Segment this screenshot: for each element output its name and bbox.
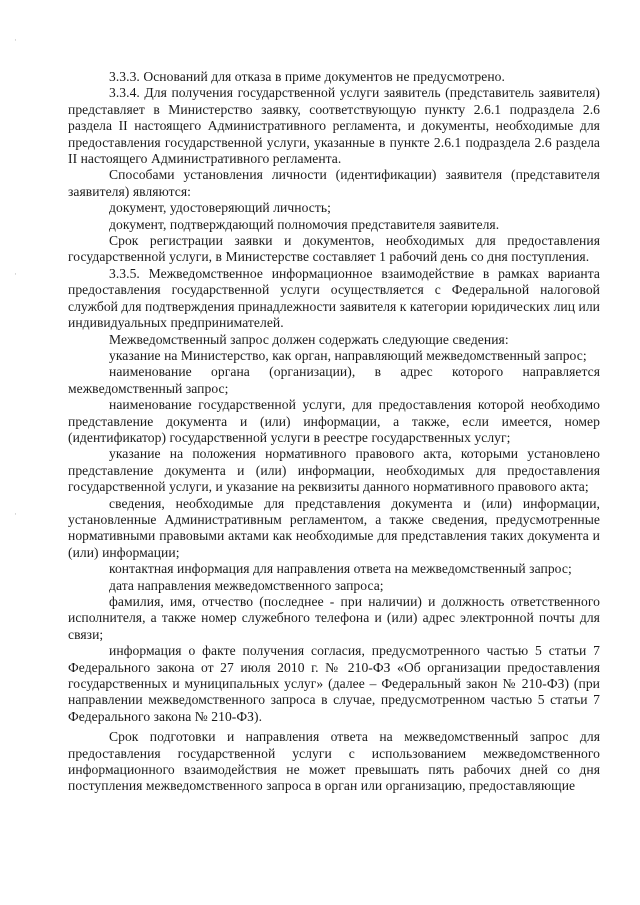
scan-margin-mark: · — [14, 36, 17, 46]
list-item-service-name: наименование государственной услуги, для предоставления которой необходимо представление документа и (или) информации, а также, если имеется, номер (идентификатор) государственной услуги в реестре государственных услуг; — [68, 397, 600, 445]
paragraph-registration-term: Срок регистрации заявки и документов, необходимых для предоставления государственной услуги, в Министерстве составляет 1 рабочий день со дня поступления. — [68, 233, 600, 265]
list-item-consent: информация о факте получения согласия, предусмотренного частью 5 статьи 7 Федерального закона от 27 июля 2010 г. № 210-ФЗ «Об организации предоставления государственных и муниципальных услуг» (далее – Федеральный закон № 210-ФЗ) (при направлении межведомственного запроса в случае, предусмотренном частью 5 статьи 7 Федерального закона № 210-ФЗ). — [68, 643, 600, 724]
paragraph-3-3-5: 3.3.5. Межведомственное информационное взаимодействие в рамках варианта предоставления государственной услуги осуществляется с Федеральной налоговой службой для подтверждения принадлежности заявителя к категории юридических лиц или индивидуальных предпринимателей. — [68, 265, 600, 331]
list-item-executor: фамилия, имя, отчество (последнее - при наличии) и должность ответственного исполнителя, а также номер служебного телефона и (или) адрес электронной почты для связи; — [68, 594, 600, 642]
paragraph-3-3-4: 3.3.4. Для получения государственной услуги заявитель (представитель заявителя) представляет в Министерство заявку, соответствующую пункту 2.6.1 подраздела 2.6 раздела II настоящего Административного регламента, и документы, необходимые для предоставления государственной услуги, указанные в пункте 2.6.1 подраздела 2.6 раздела II настоящего Административного регламента. — [68, 85, 600, 167]
scan-margin-mark: · — [14, 270, 17, 280]
scan-margin-mark: · — [14, 510, 17, 520]
list-item-legal-act: указание на положения нормативного правового акта, которыми установлено представление документа и (или) информации, необходимых для предоставления государственной услуги, и указание на реквизиты данного нормативного правового акта; — [68, 446, 600, 495]
paragraph-3-3-3: 3.3.3. Оснований для отказа в приме документов не предусмотрено. — [109, 69, 505, 84]
list-item-identity-document: документ, удостоверяющий личность; — [109, 200, 331, 216]
list-item-authority-document: документ, подтверждающий полномочия представителя заявителя. — [109, 216, 500, 232]
list-item-ministry: указание на Министерство, как орган, направляющий межведомственный запрос; — [109, 347, 587, 363]
paragraph-request-contents: Межведомственный запрос должен содержать следующие сведения: — [109, 331, 509, 347]
list-item-required-info: сведения, необходимые для представления документа и (или) информации, установленные Административным регламентом, а также сведения, предусмотренные нормативными правовыми актами как необходимые для представления таких документа и (или) информации; — [68, 495, 600, 560]
paragraph-identification-methods: Способами установления личности (идентификации) заявителя (представителя заявителя) являются: — [68, 167, 600, 199]
list-item-recipient-organ: наименование органа (организации), в адрес которого направляется межведомственный запрос; — [68, 364, 600, 396]
list-item-contact-info: контактная информация для направления ответа на межведомственный запрос; — [109, 561, 572, 577]
paragraph-response-term: Срок подготовки и направления ответа на межведомственный запрос для предоставления государственной услуги с использованием межведомственного информационного взаимодействия не может превышать пять рабочих дней со дня поступления межведомственного запроса в орган или организацию, предоставляющие — [68, 729, 600, 794]
list-item-request-date: дата направления межведомственного запроса; — [109, 577, 384, 593]
